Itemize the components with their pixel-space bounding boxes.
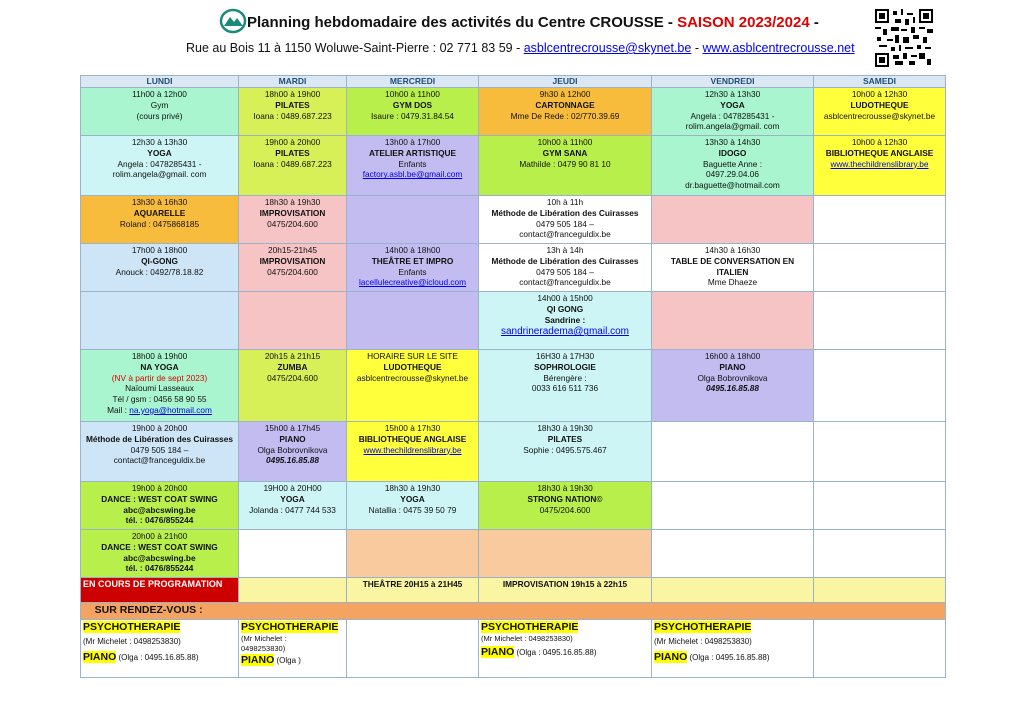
empty-slot (814, 196, 946, 244)
qr-code-icon (875, 9, 933, 67)
empty-slot (814, 292, 946, 350)
activity-liberation-cuirasses-monday: 19h00 à 20h00 Méthode de Libération des Cuirasses 0479 505 184 – contact@franceguldix.be (81, 422, 239, 482)
activity-sophrologie-thursday: 16H30 à 17H30 SOPHROLOGIE Bérengère : 0033 616 511 736 (479, 350, 652, 422)
empty-slot (347, 619, 479, 677)
activity-yoga-wednesday: 18h30 à 19h30 YOGA Natallia : 0475 39 50 79 (347, 482, 479, 530)
day-header-row (81, 76, 946, 88)
schedule-row (81, 244, 946, 292)
activity-atelier-artistique-wednesday: 13h00 à 17h00 ATELIER ARTISTIQUE Enfants factory.asbl.be@gmail.com (347, 136, 479, 196)
library-website-link-2[interactable]: www.thechildrenslibrary.be (363, 444, 462, 455)
empty-slot (814, 350, 946, 422)
rdv-row (81, 619, 946, 677)
schedule-row (81, 422, 946, 482)
empty-slot (347, 196, 479, 244)
empty-slot (239, 292, 347, 350)
schedule-row (81, 196, 946, 244)
activity-gym-dos-wednesday: 10h00 à 11h00 GYM DOS Isaure : 0479.31.84.54 (347, 88, 479, 136)
atelier-email-link[interactable]: factory.asbl.be@gmail.com (362, 169, 463, 180)
empty-slot (81, 292, 239, 350)
address-line: Rue au Bois 11 à 1150 Woluwe-Saint-Pierre : 02 771 83 59 - asblcentrecrousse@skynet.be - www.asblcentrecrousse.net (186, 41, 855, 55)
schedule-row (81, 292, 946, 350)
theatre-email-link[interactable]: lacellulecreative@icloud.com (358, 277, 467, 288)
activity-piano-friday: 16h00 à 18h00 PIANO Olga Bobrovnikova 0495.16.85.88 (652, 350, 814, 422)
empty-slot (814, 422, 946, 482)
schedule-row (81, 136, 946, 196)
empty-slot (814, 530, 946, 578)
activity-qi-gong-monday: 17h00 à 18h00 QI-GONG Anouck : 0492/78.18.82 (81, 244, 239, 292)
activity-yoga-monday: 12h30 à 13h30 YOGA Angela : 0478285431 - rolim.angela@gmail. com (81, 136, 239, 196)
rdv-friday: PSYCHOTHERAPIE (Mr Michelet : 0498253830) PIANO (Olga : 0495.16.85.88) (652, 619, 814, 677)
activity-yoga-friday: 12h30 à 13h30 YOGA Angela : 0478285431 - rolim.angela@gmail. com (652, 88, 814, 136)
activity-ludotheque-wednesday: HORAIRE SUR LE SITE LUDOTHEQUE asblcentrecrousse@skynet.be (347, 350, 479, 422)
empty-slot (652, 292, 814, 350)
weekly-schedule-table (80, 75, 946, 678)
email-link[interactable]: asblcentrecrousse@skynet.be (523, 41, 692, 55)
activity-liberation-cuirasses-thursday-2: 13h à 14h Méthode de Libération des Cuirasses 0479 505 184 – contact@franceguldix.be (479, 244, 652, 292)
na-yoga-email-link[interactable]: na.yoga@hotmail.com (129, 404, 212, 415)
activity-theatre-impro-wednesday: 14h00 à 18h00 THEÂTRE ET IMPRO Enfants lacellulecreative@icloud.com (347, 244, 479, 292)
day-header-friday: VENDREDI (652, 76, 814, 88)
activity-conversation-italien-friday: 14h30 à 16h30 TABLE DE CONVERSATION EN ITALIEN Mme Dhaeze (652, 244, 814, 292)
activity-improvisation-thursday: IMPROVISATION 19h15 à 22h15 (479, 578, 652, 603)
en-cours-programmation-label: EN COURS DE PROGRAMATION (81, 578, 239, 603)
empty-slot (814, 244, 946, 292)
activity-improvisation-tuesday: 18h30 à 19h30 IMPROVISATION 0475/204.600 (239, 196, 347, 244)
empty-slot (814, 482, 946, 530)
empty-slot (652, 530, 814, 578)
activity-gym-sana-thursday: 10h00 à 11h00 GYM SANA Mathilde : 0479 90 81 10 (479, 136, 652, 196)
empty-slot (652, 422, 814, 482)
empty-slot (239, 530, 347, 578)
activity-improvisation-tuesday-2: 20h15-21h45 IMPROVISATION 0475/204.600 (239, 244, 347, 292)
activity-ludotheque-saturday: 10h00 à 12h30 LUDOTHEQUE asblcentrecrousse@skynet.be (814, 88, 946, 136)
activity-qi-gong-thursday: 14h00 à 15h00 QI GONG Sandrine : sandrineradema@gmail.com (479, 292, 652, 350)
activity-strong-nation-thursday: 18h30 à 19h30 STRONG NATION© 0475/204.600 (479, 482, 652, 530)
activity-piano-tuesday: 15h00 à 17h45 PIANO Olga Bobrovnikova 0495.16.85.88 (239, 422, 347, 482)
empty-slot (814, 619, 946, 677)
empty-slot (347, 292, 479, 350)
page-header (0, 0, 1024, 70)
empty-slot (479, 530, 652, 578)
rdv-header-row (81, 603, 946, 620)
empty-slot (814, 578, 946, 603)
day-header-tuesday: MARDI (239, 76, 347, 88)
library-website-link[interactable]: www.thechildrenslibrary.be (830, 158, 929, 169)
activity-bibliotheque-saturday: 10h00 à 12h30 BIBLIOTHEQUE ANGLAISE www.thechildrenslibrary.be (814, 136, 946, 196)
empty-slot (652, 196, 814, 244)
activity-west-coast-swing-monday-2: 20h00 à 21h00 DANCE : WEST COAT SWING abc@abcswing.be tél. : 0476/855244 (81, 530, 239, 578)
activity-pilates-thursday: 18h30 à 19h30 PILATES Sophie : 0495.575.467 (479, 422, 652, 482)
rdv-tuesday: PSYCHOTHERAPIE (Mr Michelet : 0498253830) PIANO (Olga ) (239, 619, 347, 677)
activity-cartonnage-thursday: 9h30 à 12h00 CARTONNAGE Mme De Rede : 02/770.39.69 (479, 88, 652, 136)
activity-pilates-tuesday-2: 19h00 à 20h00 PILATES Ioana : 0489.687.223 (239, 136, 347, 196)
activity-bibliotheque-wednesday: 15h00 à 17h30 BIBLIOTHEQUE ANGLAISE www.thechildrenslibrary.be (347, 422, 479, 482)
sandrine-email-link[interactable]: sandrineradema@gmail.com (501, 326, 629, 338)
activity-aquarelle-monday: 13h30 à 16h30 AQUARELLE Roland : 0475868185 (81, 196, 239, 244)
activity-yoga-tuesday: 19H00 à 20H00 YOGA Jolanda : 0477 744 533 (239, 482, 347, 530)
day-header-thursday: JEUDI (479, 76, 652, 88)
schedule-row (81, 530, 946, 578)
activity-zumba-tuesday: 20h15 à 21h15 ZUMBA 0475/204.600 (239, 350, 347, 422)
website-link[interactable]: www.asblcentrecrousse.net (702, 41, 855, 55)
schedule-row (81, 350, 946, 422)
sur-rendez-vous-label: SUR RENDEZ-VOUS : (81, 603, 946, 620)
centre-logo-icon (219, 8, 247, 34)
programming-row (81, 578, 946, 603)
empty-slot (347, 530, 479, 578)
schedule-row (81, 88, 946, 136)
page-title: Planning hebdomadaire des activités du Centre CROUSSE - SAISON 2023/2024 - (247, 14, 819, 31)
empty-slot (652, 482, 814, 530)
day-header-saturday: SAMEDI (814, 76, 946, 88)
schedule-row (81, 482, 946, 530)
empty-slot (239, 578, 347, 603)
day-header-wednesday: MERCREDI (347, 76, 479, 88)
activity-pilates-tuesday: 18h00 à 19h00 PILATES Ioana : 0489.687.223 (239, 88, 347, 136)
rdv-monday: PSYCHOTHERAPIE (Mr Michelet : 0498253830) PIANO (Olga : 0495.16.85.88) (81, 619, 239, 677)
activity-west-coast-swing-monday: 19h00 à 20h00 DANCE : WEST COAT SWING abc@abcswing.be tél. : 0476/855244 (81, 482, 239, 530)
day-header-monday: LUNDI (81, 76, 239, 88)
empty-slot (652, 578, 814, 603)
activity-gym-monday: 11h00 à 12h00 Gym (cours privé) (81, 88, 239, 136)
activity-theatre-wednesday: THEÂTRE 20H15 à 21H45 (347, 578, 479, 603)
activity-na-yoga-monday: 18h00 à 19h00 NA YOGA (NV à partir de sept 2023) Naïoumi Lasseaux Tél / gsm : 0456 58 90 55 Mail : na.yoga@hotmail.com (81, 350, 239, 422)
activity-liberation-cuirasses-thursday: 10h à 11h Méthode de Libération des Cuirasses 0479 505 184 – contact@franceguldix.be (479, 196, 652, 244)
rdv-thursday: PSYCHOTHERAPIE (Mr Michelet : 0498253830) PIANO (Olga : 0495.16.85.88) (479, 619, 652, 677)
activity-idogo-friday: 13h30 à 14h30 IDOGO Baguette Anne : 0497.29.04.06 dr.baguette@hotmail.com (652, 136, 814, 196)
